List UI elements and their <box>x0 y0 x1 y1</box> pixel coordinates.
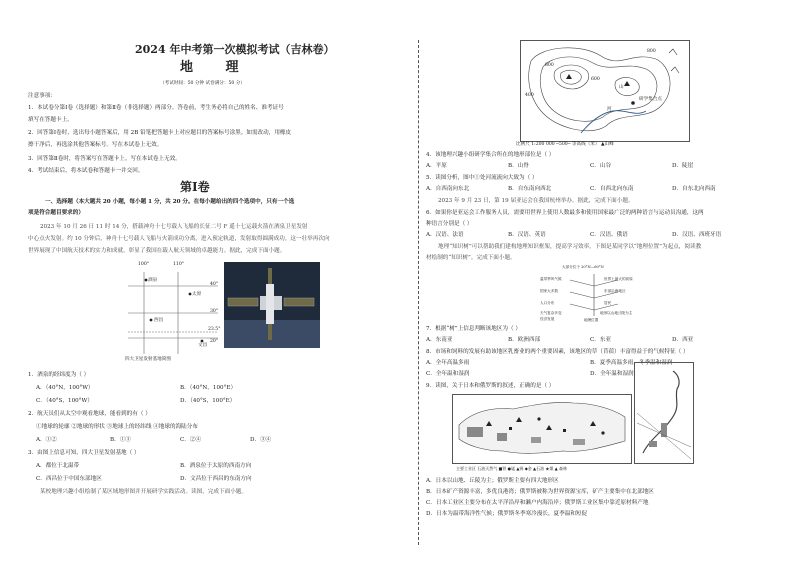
space-station-graphic <box>224 262 320 348</box>
q8-option-c[interactable]: C．全年温和湿润 <box>426 371 470 377</box>
q2-option-b[interactable]: B．①③ <box>110 437 131 443</box>
q7-option-c[interactable]: C．东亚 <box>590 337 612 343</box>
q8-option-b[interactable]: B．夏季高温多雨，冬季温和湿润 <box>590 360 673 366</box>
q6-option-c[interactable]: C．汉语、俄语 <box>590 232 628 238</box>
q1-stem: 1．酒泉的经纬度为（ ） <box>28 372 90 378</box>
q8-stem: 8．市场和饲料的发展有助该地区乳畜业的两个重要因素，该地区的草（苜蓿）丰富得益于的气候特征（ ） <box>426 349 689 355</box>
note-line: 4．考试结束后，将本试卷和答题卡一并交回。 <box>28 168 144 174</box>
tree-node: 天气复杂多变 <box>540 311 562 315</box>
q9-option-b[interactable]: B．日本矿产资源丰富，多优良港湾；俄罗斯被称为世界资源宝库，矿产主要集中在北部地区 <box>426 489 654 495</box>
q2-stem: 2．航天员们从太空中观看地球，能看到的有（ ） <box>28 411 151 417</box>
q5-option-d[interactable]: D．自东北向西南 <box>672 186 716 192</box>
site-xichang: 西昌 <box>154 318 164 323</box>
q4-stem: 4．该地理兴趣小组研学集合所在的地形部位是（ ） <box>426 152 555 158</box>
exam-meta: （考试时间：50 分钟 试卷满分：50 分） <box>160 81 245 86</box>
q3-option-c[interactable]: C．西昌位于中国东部地区 <box>36 476 102 482</box>
q5-option-c[interactable]: C．自西北向东南 <box>590 186 634 192</box>
taiyuan-dot <box>189 293 192 296</box>
q5-stem: 5．读图分析，图中①处河流流向大致为（ ） <box>426 175 538 181</box>
q6-option-b[interactable]: B．汉语、英语 <box>508 232 546 238</box>
passage-text: 某校地理兴趣小组绘制了某区域地形图并开展研学实践活动。读图，完成下面小题。 <box>40 489 247 495</box>
river-label: 河 <box>607 107 612 112</box>
tree-node: 居民 <box>604 301 612 305</box>
q1-option-a[interactable]: A．（40°N，100°W） <box>36 385 94 391</box>
q4-option-c[interactable]: C．山谷 <box>590 163 612 169</box>
passage-text: 地理“知识树”可以帮助我们建构地理知识框架，提高学习效率。下图是某同学以“地理位置”为起点，阅读教 <box>438 244 702 250</box>
q5-option-a[interactable]: A．自西南向东北 <box>426 186 470 192</box>
launch-base-map <box>118 262 228 354</box>
study-spot-dot <box>631 101 635 105</box>
q4-option-d[interactable]: D．陡崖 <box>672 163 694 169</box>
notes-title: 注意事项： <box>28 93 56 99</box>
space-station-photo <box>224 262 320 348</box>
tree-node: 世界上最大的高原 <box>604 277 633 281</box>
contour-label: 800 <box>647 49 656 54</box>
q2-statements: ①地球的轮廓 ②地球的形状 ③地球上的经纬线 ④地球的海陆分布 <box>36 424 198 430</box>
russia-map <box>452 394 632 464</box>
q1-option-c[interactable]: C．（40°S，100°W） <box>36 398 93 404</box>
wenchang-dot <box>201 340 204 343</box>
contour-map-graphic <box>521 41 689 141</box>
contour-label: 800 <box>545 63 554 68</box>
q7-option-b[interactable]: B．欧洲西部 <box>508 337 541 343</box>
latitude-label: 23.5° <box>208 327 221 332</box>
q7-option-a[interactable]: A．东南亚 <box>426 337 453 343</box>
subject-title: 地 理 <box>180 60 253 75</box>
map-legend: 比例尺 1:200 000 ─500─ 等高线（米） ▲山峰 <box>516 142 614 147</box>
tree-node: 温带季风气候 <box>540 277 562 281</box>
q8-option-d[interactable]: D．全年温和湿润 <box>590 371 634 377</box>
jiuquan-dot <box>145 279 148 282</box>
note-line: 擦干净后，再选涂其他答案标号。写在本试卷上无效。 <box>28 142 163 148</box>
q8-option-a[interactable]: A．全年高温多雨 <box>426 360 470 366</box>
tree-node: 经济发展 <box>540 317 555 321</box>
q3-stem: 3．由图上信息可知，四大卫星发射基地（ ） <box>28 450 140 456</box>
map-caption: 四大卫星发射基地简图 <box>125 357 171 362</box>
q9-option-d[interactable]: D．日本为温带海洋性气候；俄罗斯冬季寒冷漫长，夏季温和短促 <box>426 511 588 517</box>
map-legend: 主要工业区 石油天然气 ■铁 ●锰 ▲锡 ◆金 ▲石油 ★煤 ▲ 森林 <box>456 466 568 471</box>
section-instruction: 项是符合题目要求的） <box>28 210 84 216</box>
knowledge-tree <box>540 266 648 322</box>
section-title: 第Ⅰ卷 <box>180 180 210 194</box>
tree-node: 人口分布 <box>540 301 555 305</box>
xichang-dot <box>150 319 153 322</box>
q6-stem: 6．如果你是亚运会工作服务人员，需要用世界上使用人数最多和使用国家最广泛的两种语言与运动员沟通，这两 <box>426 210 704 216</box>
hill-label: 山 <box>619 85 624 90</box>
longitude-label: 110° <box>173 262 185 267</box>
site-taiyuan: 太原 <box>192 292 202 297</box>
q2-option-c[interactable]: C．②④ <box>180 437 202 443</box>
tree-node: 东部沿海地区 <box>604 289 626 293</box>
q1-option-d[interactable]: D．（40°S，100°E） <box>180 398 236 404</box>
latitude-label: 40° <box>210 282 219 287</box>
russia-map-graphic <box>453 395 631 463</box>
section-instruction: 一、选择题（本大题共 20 小题，每小题 1 分，共 20 分。在每小题给出的四个选项中，只有一个选 <box>45 199 295 205</box>
latitude-label: 20° <box>210 339 219 344</box>
japan-map-graphic <box>635 363 693 463</box>
site-wenchang: 文昌 <box>198 343 208 348</box>
site-jiuquan: 酒泉 <box>148 278 158 283</box>
tree-node: 地形以山地丘陵为主 <box>600 311 633 315</box>
q4-option-b[interactable]: B．山脊 <box>508 163 529 169</box>
study-spot-label: 研学集合点 <box>639 97 662 102</box>
tree-node: 国家大多数 <box>540 289 558 293</box>
q7-option-d[interactable]: D．西亚 <box>672 337 694 343</box>
note-line: 填写在答题卡上。 <box>28 117 73 123</box>
passage-text: 中心点火发射。约 10 分钟后，神舟十七号载人飞船与火箭成功分离，进入预定轨道，发射取得圆满成功。这一壮举再次向 <box>28 236 330 242</box>
q5-option-b[interactable]: B．自东南向西北 <box>508 186 552 192</box>
q7-stem: 7．根据“树”上信息判断该地区为（ ） <box>426 326 521 332</box>
passage-text: 材绘制的“知识树”。完成下面小题。 <box>426 255 516 261</box>
passage-text: 2023 年 9 月 23 日，第 19 届亚运会在我国杭州举办。据此，完成下面小题。 <box>438 198 634 204</box>
q2-option-a[interactable]: A．①② <box>36 437 57 443</box>
note-line: 1．本试卷分第Ⅰ卷（选择题）和第Ⅱ卷（非选择题）两部分。答卷前，考生务必将自己的姓名、准考证号 <box>28 105 284 111</box>
q6-option-a[interactable]: A．汉语、法语 <box>426 232 464 238</box>
tree-node: 地理位置 <box>584 318 599 322</box>
q1-option-b[interactable]: B．（40°N，100°E） <box>180 385 237 391</box>
japan-map <box>634 362 694 464</box>
q3-option-a[interactable]: A．都位于北温带 <box>36 463 80 469</box>
note-line: 2．回答第Ⅰ卷时，选出每小题答案后，用 2B 铅笔把答题卡上对应题目的答案标号涂黑。如需改动，用橡皮 <box>28 130 292 136</box>
passage-text: 2023 年 10 月 26 日 11 时 14 分，搭载神舟十七号载人飞船的长征二号 F 遥十七运载火箭在酒泉卫星发射 <box>40 224 308 230</box>
q6-stem-cont: 种语言分别是（ ） <box>426 221 473 227</box>
contour-map <box>520 40 690 142</box>
q4-option-a[interactable]: A．平原 <box>426 163 447 169</box>
latitude-label: 30° <box>210 309 219 314</box>
q3-option-b[interactable]: B．酒泉位于太原的西南方向 <box>180 463 252 469</box>
longitude-label: 100° <box>138 262 150 267</box>
column-divider <box>418 40 419 545</box>
q6-option-d[interactable]: D．汉语、西班牙语 <box>672 232 722 238</box>
exam-title: 2024 年中考第一次模拟考试（吉林卷） <box>135 43 335 56</box>
q9-stem: 9．读图，关于日本和俄罗斯的叙述，正确的是（ ） <box>426 383 555 389</box>
right-column <box>420 0 794 562</box>
q2-option-d[interactable]: D．③④ <box>250 437 272 443</box>
tree-root: 大部分位于 20°N—60°N <box>562 265 604 269</box>
note-line: 3．回答第Ⅱ卷时，将答案写在答题卡上。写在本试卷上无效。 <box>28 156 181 162</box>
passage-text: 世界展现了中国航天技术的实力和成就，彰显了我国在载人航天领域的卓越能力。据此，完成下面小题。 <box>28 248 286 254</box>
q9-option-a[interactable]: A．日本以山地、丘陵为主；俄罗斯主要有四大地形区 <box>426 478 559 484</box>
contour-label: 400 <box>525 93 534 98</box>
q9-option-c[interactable]: C．日本工业区主要分布在太平洋沿岸和濑户内海沿岸；俄罗斯工业区集中靠近原材料产地 <box>426 500 649 506</box>
q3-option-d[interactable]: D．文昌位于西昌的东南方向 <box>180 476 252 482</box>
contour-label: 600 <box>591 77 600 82</box>
